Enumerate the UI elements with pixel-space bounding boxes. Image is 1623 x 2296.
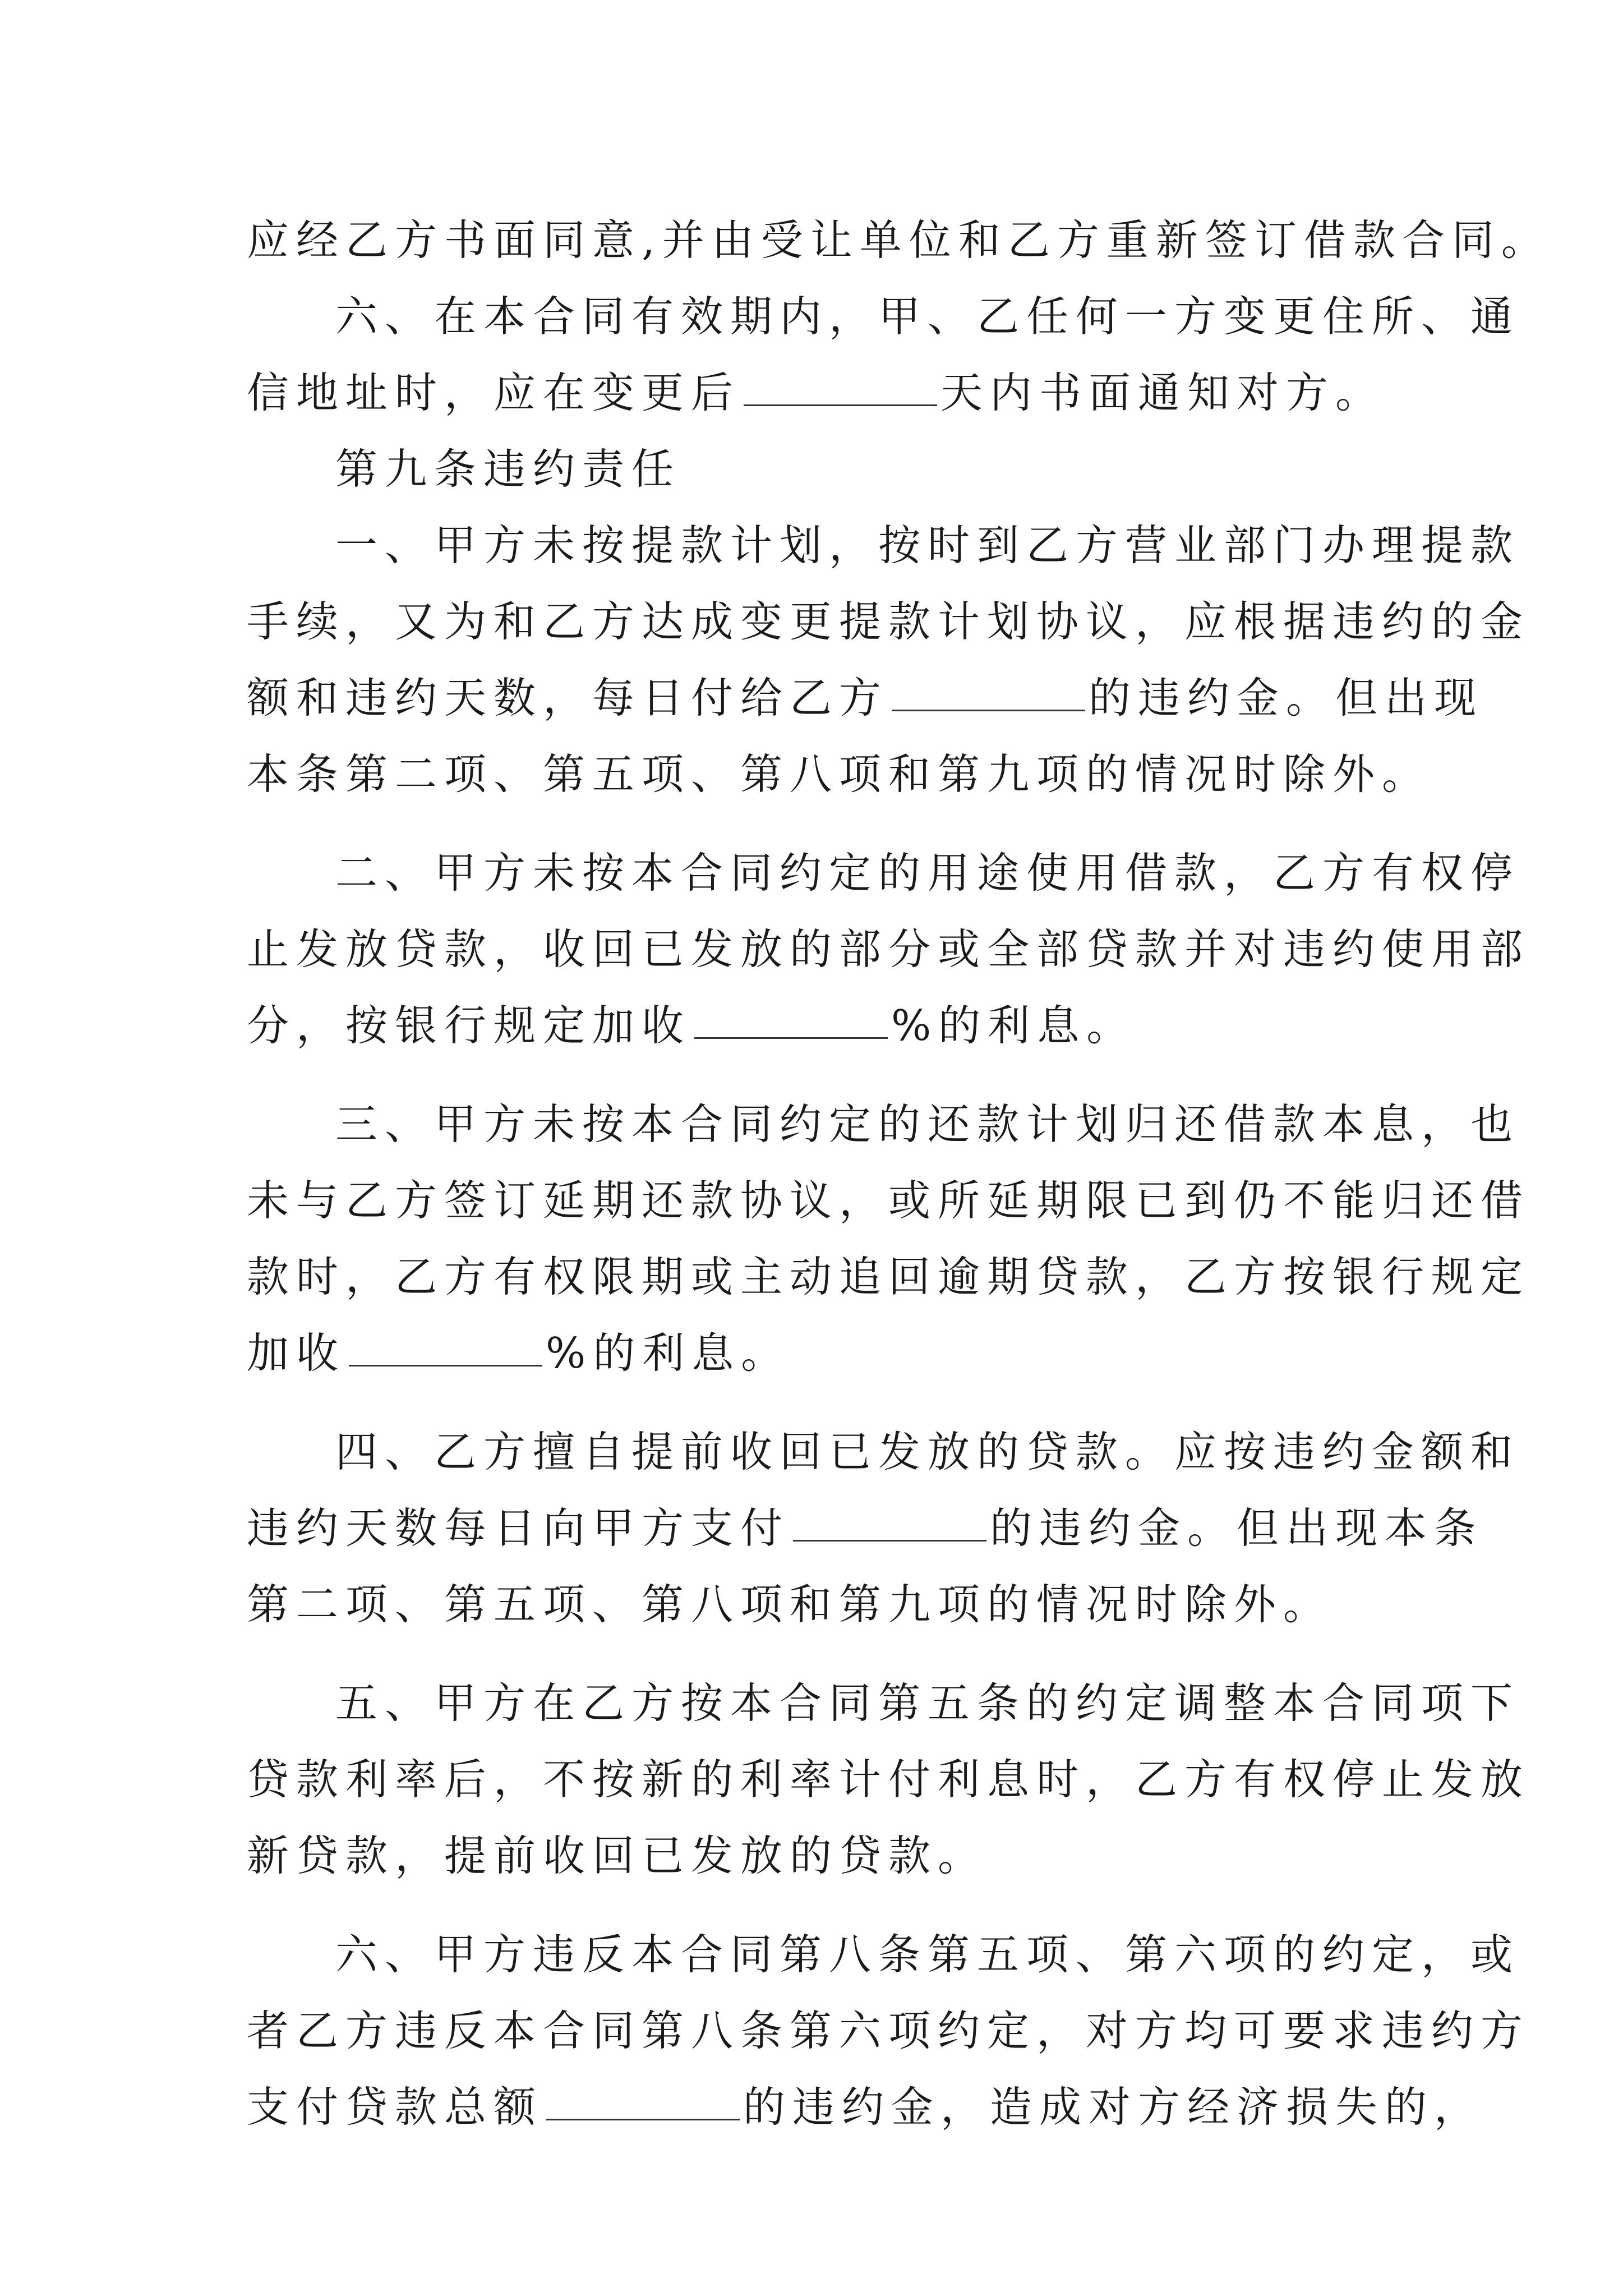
text-segment: %的利息。 xyxy=(546,1328,791,1378)
text-segment: 的违约金，造成对方经济损失的， xyxy=(743,2082,1484,2132)
text-segment: 分，按银行规定加收 xyxy=(247,1001,691,1050)
text-segment: 未与乙方签订延期还款协议，或所延期限已到仍不能归还借 xyxy=(247,1176,1530,1225)
text-line xyxy=(247,202,1551,278)
text-line xyxy=(247,911,1530,987)
text-line xyxy=(247,1741,1530,1818)
text-line xyxy=(247,736,1469,812)
fill-in-blank xyxy=(744,365,937,406)
contract-text-body xyxy=(247,202,1551,2145)
text-segment: 应经乙方书面同意,并由受让单位和乙方重新签订借款合同。 xyxy=(247,215,1551,265)
text-line xyxy=(247,835,1520,911)
text-line xyxy=(247,278,1520,355)
text-line xyxy=(247,1993,1530,2069)
text-segment: 新贷款，提前收回已发放的贷款。 xyxy=(247,1831,988,1880)
text-line xyxy=(247,507,1520,583)
text-segment: 一、甲方未按提款计划，按时到乙方营业部门办理提款 xyxy=(335,521,1520,570)
text-segment: 额和违约天数，每日付给乙方 xyxy=(247,673,889,723)
text-line xyxy=(247,987,1469,1064)
text-segment: 违约天数每日向甲方支付 xyxy=(247,1503,790,1553)
text-segment: 的违约金。但出现本条 xyxy=(990,1503,1484,1553)
text-segment: 六、甲方违反本合同第八条第五项、第六项的约定，或 xyxy=(335,1930,1520,1979)
text-line xyxy=(247,1566,1469,1642)
text-segment: 第九条违约责任 xyxy=(335,444,681,494)
text-line xyxy=(247,1239,1530,1315)
text-line xyxy=(247,583,1530,660)
text-segment: %的利息。 xyxy=(891,1001,1136,1050)
fill-in-blank xyxy=(349,1326,542,1366)
text-segment: 四、乙方擅自提前收回已发放的贷款。应按违约金额和 xyxy=(335,1427,1520,1476)
text-segment: 三、甲方未按本合同约定的还款计划归还借款本息，也 xyxy=(335,1099,1520,1149)
text-segment: 二、甲方未按本合同约定的用途使用借款，乙方有权停 xyxy=(335,848,1520,898)
text-segment: 信地址时，应在变更后 xyxy=(247,368,741,417)
text-segment: 手续，又为和乙方达成变更提款计划协议，应根据违约的金 xyxy=(247,597,1530,646)
fill-in-blank xyxy=(892,670,1085,711)
text-line xyxy=(247,1086,1520,1162)
text-line xyxy=(247,1490,1484,1566)
text-line xyxy=(247,660,1484,736)
text-line xyxy=(247,1315,1469,1391)
text-line xyxy=(247,2069,1484,2145)
text-segment: 六、在本合同有效期内，甲、乙任何一方变更住所、通 xyxy=(335,292,1520,341)
text-line xyxy=(247,1162,1530,1239)
text-segment: 支付贷款总额 xyxy=(247,2082,543,2132)
text-line xyxy=(247,1414,1520,1490)
text-line xyxy=(247,1818,1469,1894)
text-segment: 款时，乙方有权限期或主动追回逾期贷款，乙方按银行规定 xyxy=(247,1252,1530,1301)
text-segment: 的违约金。但出现 xyxy=(1089,673,1484,723)
text-segment: 贷款利率后，不按新的利率计付利息时，乙方有权停止发放 xyxy=(247,1755,1530,1804)
text-line xyxy=(247,1665,1520,1741)
fill-in-blank xyxy=(546,2079,740,2120)
text-segment: 者乙方违反本合同第八条第六项约定，对方均可要求违约方 xyxy=(247,2006,1530,2055)
text-line xyxy=(247,355,1469,431)
text-segment: 本条第二项、第五项、第八项和第九项的情况时除外。 xyxy=(247,749,1432,799)
text-line xyxy=(247,1916,1520,1993)
fill-in-blank xyxy=(694,998,888,1039)
text-segment: 五、甲方在乙方按本合同第五条的约定调整本合同项下 xyxy=(335,1678,1520,1728)
text-segment: 加收 xyxy=(247,1328,346,1378)
text-segment: 天内书面通知对方。 xyxy=(940,368,1385,417)
section-heading xyxy=(247,431,1469,507)
text-segment: 止发放贷款，收回已发放的部分或全部贷款并对违约使用部 xyxy=(247,924,1530,974)
fill-in-blank xyxy=(793,1501,986,1542)
text-segment: 第二项、第五项、第八项和第九项的情况时除外。 xyxy=(247,1580,1333,1629)
